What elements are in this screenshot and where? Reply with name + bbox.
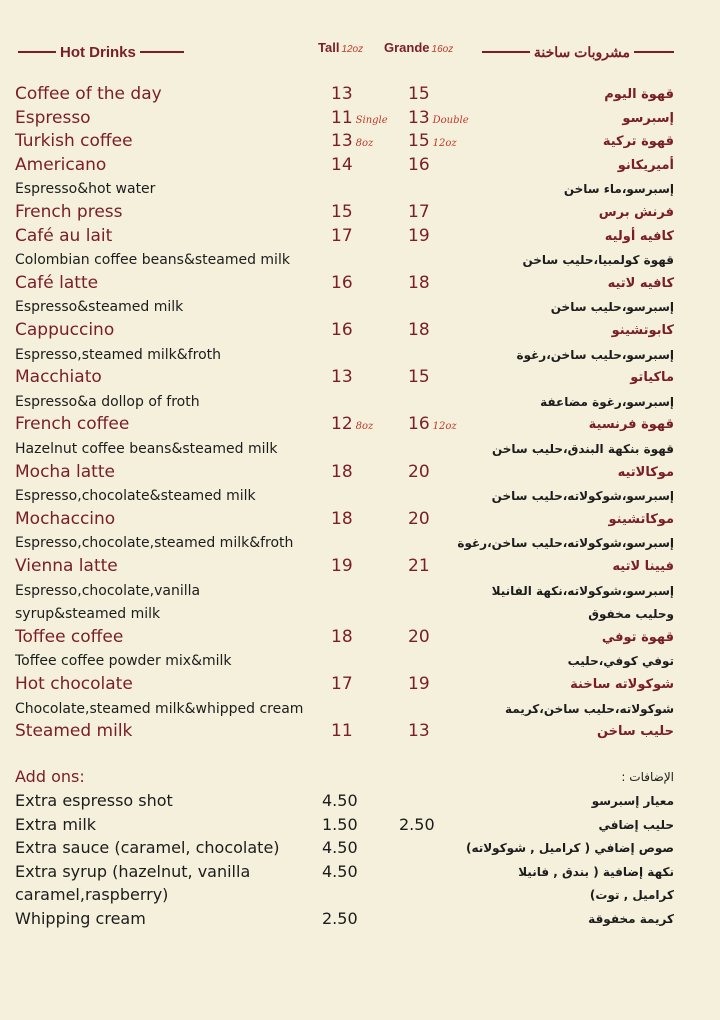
addon-price-tall: 4.50 xyxy=(322,791,358,810)
menu-desc-row xyxy=(0,650,720,674)
item-desc-ar: شوكولاته،حليب ساخن،كريمة xyxy=(504,701,674,716)
price-grande: 16 12oz xyxy=(408,414,457,435)
price-note: 8oz xyxy=(355,138,374,150)
item-desc-ar: إسبرسو،شوكولاته،حليب ساخن،رغوة xyxy=(457,536,674,551)
addons-header xyxy=(0,767,720,791)
menu-item-row xyxy=(0,367,720,391)
item-desc-ar: إسبرسو،شوكولاته،حليب ساخن xyxy=(491,489,674,504)
item-name-en: Americano xyxy=(15,154,107,175)
item-name-en: Café latte xyxy=(15,272,99,293)
price-tall: 11 Single xyxy=(331,107,388,128)
menu-item-row xyxy=(0,131,720,155)
price-tall: 18 xyxy=(331,461,353,482)
header-hot-drinks xyxy=(18,40,184,64)
price-tall: 16 xyxy=(331,272,353,293)
addon-name-ar: كريمة مخفوقة xyxy=(588,912,674,926)
item-desc-en: Colombian coffee beans&steamed milk xyxy=(15,252,290,269)
price-grande: 21 xyxy=(408,556,430,576)
tall-size: 12oz xyxy=(341,44,364,55)
item-desc-ar: إسبرسو،حليب ساخن xyxy=(550,300,674,315)
menu-desc-row xyxy=(0,438,720,462)
header-rule-ar-right xyxy=(634,51,674,53)
menu-item-row xyxy=(0,674,720,698)
price-grande: 19 xyxy=(408,674,430,694)
price-grande: 16 xyxy=(408,154,430,175)
addon-name-ar: نكهة إضافية ( بندق , فانيلا xyxy=(518,864,674,879)
item-desc-en: Espresso,steamed milk&froth xyxy=(15,346,222,363)
menu-desc-row xyxy=(0,698,720,722)
item-name-en: Turkish coffee xyxy=(15,131,133,152)
price-tall: 17 xyxy=(331,225,353,246)
addon-name-en: Extra milk xyxy=(15,814,97,834)
addon-name-en: Extra sauce (caramel, chocolate) xyxy=(15,838,280,858)
menu-item-row xyxy=(0,320,720,344)
item-name-ar: فرنش برس xyxy=(598,205,674,220)
item-desc-ar: قهوة كولمبيا،حليب ساخن xyxy=(522,253,674,268)
item-desc-ar: إسبرسو،ماء ساخن xyxy=(563,182,674,197)
header-rule-left xyxy=(18,51,56,53)
item-name-ar: قهوة تركية xyxy=(602,134,674,150)
price-grande: 18 xyxy=(408,272,430,293)
item-name-ar: فيينا لاتيه xyxy=(612,559,674,574)
price-note: Single xyxy=(355,114,388,126)
addon-name-ar: معيار إسبرسو xyxy=(591,794,674,808)
item-desc-ar: قهوة بنكهة البندق،حليب ساخن xyxy=(491,442,674,456)
addon-name-en: Extra syrup (hazelnut, vanilla xyxy=(15,861,251,881)
price-grande: 20 xyxy=(408,461,430,482)
price-tall: 15 xyxy=(331,202,353,222)
item-name-en: Coffee of the day xyxy=(15,84,162,104)
item-name-en: Café au lait xyxy=(15,225,113,246)
item-name-en: Mochaccino xyxy=(15,508,116,529)
item-name-ar: موكالاتيه xyxy=(617,464,674,480)
menu-item-row xyxy=(0,414,720,438)
price-note: 12oz xyxy=(432,138,457,150)
item-desc-en: Espresso&steamed milk xyxy=(15,299,184,316)
price-note: 8oz xyxy=(355,421,374,433)
item-desc-ar: توفي كوفي،حليب xyxy=(567,654,674,669)
menu-item-row xyxy=(0,84,720,108)
menu-desc-row xyxy=(0,391,720,415)
item-name-ar: ماكياتو xyxy=(630,370,674,386)
price-grande: 20 xyxy=(408,626,430,647)
addon-name-en: Extra espresso shot xyxy=(15,791,173,810)
item-desc-en: syrup&steamed milk xyxy=(15,606,161,623)
price-tall: 11 xyxy=(331,721,353,742)
header-title-en: Hot Drinks xyxy=(60,43,136,61)
price-grande: 18 xyxy=(408,320,430,340)
item-name-ar: كافيه لاتيه xyxy=(607,275,674,291)
addon-row xyxy=(0,791,720,815)
header-grande xyxy=(384,40,453,64)
menu-item-row xyxy=(0,721,720,745)
item-name-en: Hot chocolate xyxy=(15,674,133,694)
item-name-en: Espresso xyxy=(15,107,91,128)
menu-desc-row xyxy=(0,178,720,202)
item-name-en: Cappuccino xyxy=(15,320,115,340)
menu-item-row xyxy=(0,202,720,226)
menu-item-row xyxy=(0,108,720,132)
item-name-ar: موكاتشينو xyxy=(608,511,674,527)
header-rule-ar-left xyxy=(482,51,530,53)
price-tall: 14 xyxy=(331,154,353,175)
price-tall: 17 xyxy=(331,674,353,694)
price-tall: 13 8oz xyxy=(331,131,374,152)
menu-desc-row xyxy=(0,344,720,368)
addon-row xyxy=(0,862,720,886)
item-desc-ar: وحليب مخفوق xyxy=(588,607,674,622)
item-name-ar: حليب ساخن xyxy=(596,724,674,740)
price-grande: 19 xyxy=(408,225,430,246)
header-rule-right xyxy=(140,51,184,53)
menu-desc-row xyxy=(0,296,720,320)
price-grande: 17 xyxy=(408,202,430,222)
addon-name-ar: حليب إضافي xyxy=(598,817,674,832)
item-desc-ar: إسبرسو،حليب ساخن،رغوة xyxy=(516,347,674,362)
addons-title-en: Add ons: xyxy=(15,767,85,786)
price-note: 12oz xyxy=(432,421,457,433)
item-name-ar: كافيه أوليه xyxy=(604,228,674,244)
item-name-ar: أميريكانو xyxy=(617,157,674,173)
price-tall: 19 xyxy=(331,556,353,576)
addon-name-en: Whipping cream xyxy=(15,909,146,928)
price-note: Double xyxy=(432,114,469,126)
addon-row xyxy=(0,909,720,933)
item-desc-en: Espresso&a dollop of froth xyxy=(15,393,200,410)
menu-desc-row xyxy=(0,249,720,273)
price-tall: 12 8oz xyxy=(331,414,374,435)
item-name-en: Mocha latte xyxy=(15,461,115,482)
item-name-ar: إسبرسو xyxy=(622,110,674,126)
menu-desc-row xyxy=(0,603,720,627)
item-name-ar: قهوة اليوم xyxy=(604,87,674,102)
price-tall: 16 xyxy=(331,320,353,340)
addon-name-ar: صوص إضافي ( كراميل , شوكولاته) xyxy=(465,841,674,856)
addons-title-ar: الإضافات : xyxy=(621,770,674,784)
item-name-en: French press xyxy=(15,202,123,222)
addon-price-grande: 2.50 xyxy=(399,814,435,834)
menu-item-row xyxy=(0,627,720,651)
addon-price-tall: 1.50 xyxy=(322,814,358,834)
header-tall xyxy=(318,40,363,64)
price-tall: 18 xyxy=(331,626,353,647)
item-desc-en: Espresso,chocolate,steamed milk&froth xyxy=(15,535,294,552)
addon-row xyxy=(0,838,720,862)
addon-row xyxy=(0,815,720,839)
addon-name-en: caramel,raspberry) xyxy=(15,885,169,905)
menu-item-row xyxy=(0,462,720,486)
item-name-ar: قهوة فرنسية xyxy=(588,417,674,433)
item-name-en: Macchiato xyxy=(15,367,102,388)
menu-desc-row xyxy=(0,580,720,604)
menu-desc-row xyxy=(0,532,720,556)
addon-price-tall: 4.50 xyxy=(322,838,358,858)
price-grande: 20 xyxy=(408,508,430,529)
grande-size: 16oz xyxy=(431,44,454,55)
item-desc-ar: إسبرسو،رغوة مضاعفة xyxy=(540,394,674,409)
item-name-ar: قهوة توفي xyxy=(601,629,674,645)
item-name-en: Toffee coffee xyxy=(15,626,124,647)
price-tall: 18 xyxy=(331,508,353,529)
menu-item-row xyxy=(0,556,720,580)
price-tall: 13 xyxy=(331,367,353,388)
item-name-en: Steamed milk xyxy=(15,721,133,742)
price-grande: 13 Double xyxy=(408,107,469,128)
tall-label: Tall xyxy=(318,40,340,55)
item-name-en: Vienna latte xyxy=(15,556,118,576)
price-grande: 15 xyxy=(408,84,430,104)
item-desc-ar: إسبرسو،شوكولاته،نكهة الفانيلا xyxy=(491,583,674,598)
price-grande: 13 xyxy=(408,721,430,742)
item-desc-en: Espresso&hot water xyxy=(15,181,156,198)
price-grande: 15 xyxy=(408,367,430,388)
addon-price-tall: 4.50 xyxy=(322,861,358,881)
addon-row xyxy=(0,885,720,909)
menu-item-row xyxy=(0,155,720,179)
item-desc-en: Toffee coffee powder mix&milk xyxy=(15,653,232,670)
item-desc-en: Espresso,chocolate&steamed milk xyxy=(15,488,256,505)
item-name-ar: كابوتشينو xyxy=(611,323,674,338)
menu-item-row xyxy=(0,226,720,250)
item-name-ar: شوكولاته ساخنة xyxy=(570,677,674,692)
menu-item-row xyxy=(0,509,720,533)
item-desc-en: Chocolate,steamed milk&whipped cream xyxy=(15,700,304,717)
price-tall: 13 xyxy=(331,84,353,104)
menu-desc-row xyxy=(0,485,720,509)
price-grande: 15 12oz xyxy=(408,131,457,152)
item-desc-en: Espresso,chocolate,vanilla xyxy=(15,582,201,599)
menu-item-row xyxy=(0,273,720,297)
header-arabic xyxy=(482,40,674,64)
addon-price-tall: 2.50 xyxy=(322,909,358,928)
item-name-en: French coffee xyxy=(15,414,130,435)
item-desc-en: Hazelnut coffee beans&steamed milk xyxy=(15,441,278,457)
grande-label: Grande xyxy=(384,40,430,55)
header-title-ar: مشروبات ساخنة xyxy=(533,43,630,60)
addon-name-ar: كراميل , توت) xyxy=(589,888,674,903)
